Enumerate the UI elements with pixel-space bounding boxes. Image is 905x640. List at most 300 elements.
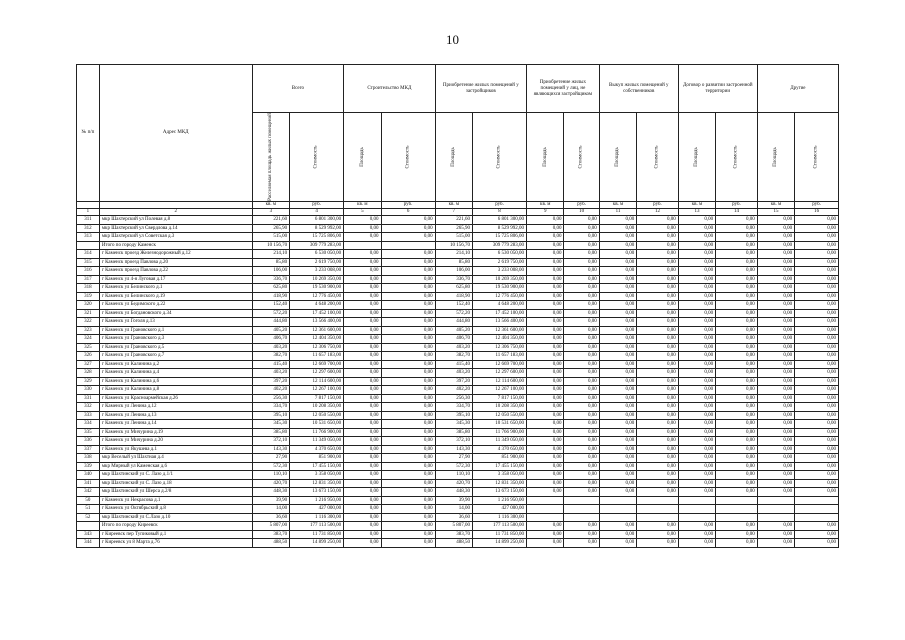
row-value: 36,60 [252, 513, 289, 522]
row-value: 0,00 [344, 454, 381, 463]
row-value: 11 657 183,00 [473, 352, 527, 361]
row-value: 0,00 [716, 284, 758, 293]
row-value [795, 505, 839, 514]
row-value: 0,00 [757, 454, 794, 463]
row-value: 0,00 [678, 224, 715, 233]
row-value: 0,00 [527, 479, 564, 488]
row-value: 0,00 [527, 301, 564, 310]
row-address: г Каменск ул Бедимского д.22 [99, 301, 252, 310]
row-number: 325 [77, 343, 100, 352]
row-value: 0,00 [716, 445, 758, 454]
row-value: 0,00 [344, 403, 381, 412]
row-number: 326 [77, 352, 100, 361]
row-value: 0,00 [637, 403, 679, 412]
row-address: г Каменск проезд Павлова д.22 [99, 267, 252, 276]
row-value: 143,30 [252, 445, 289, 454]
row-value: 0,00 [527, 352, 564, 361]
row-value: 448,30 [252, 488, 289, 497]
row-value: 851 900,00 [290, 454, 344, 463]
row-value: 0,00 [381, 267, 435, 276]
row-value: 0,00 [716, 530, 758, 539]
row-number: 323 [77, 326, 100, 335]
row-value: 0,00 [637, 454, 679, 463]
table-total-row [77, 522, 839, 531]
row-number: 341 [77, 479, 100, 488]
subheader-cost: Стоимость [716, 113, 758, 202]
row-value: 0,00 [599, 522, 636, 531]
table-row [77, 462, 839, 471]
row-value: 152,40 [252, 301, 289, 310]
row-value: 0,00 [716, 309, 758, 318]
row-value: 0,00 [344, 377, 381, 386]
row-value: 0,00 [757, 539, 794, 548]
row-value: 0,00 [527, 326, 564, 335]
row-value: 0,00 [381, 369, 435, 378]
row-value: 0,00 [344, 513, 381, 522]
row-number: 50 [77, 496, 100, 505]
row-value: 383,70 [435, 530, 472, 539]
subheader-area: Площадь [678, 113, 715, 202]
row-value: 403,20 [435, 369, 472, 378]
row-value: 1 216 950,00 [473, 496, 527, 505]
row-value: 0,00 [564, 301, 599, 310]
row-value: 13 673 150,00 [290, 488, 344, 497]
row-value: 0,00 [527, 445, 564, 454]
row-value: 0,00 [564, 267, 599, 276]
row-value: 106,00 [252, 267, 289, 276]
row-value: 12 404 350,00 [473, 335, 527, 344]
row-value: 0,00 [637, 471, 679, 480]
row-value: 0,00 [795, 479, 839, 488]
row-value: 0,00 [716, 326, 758, 335]
row-value: 0,00 [678, 479, 715, 488]
row-value: 11 349 050,00 [473, 437, 527, 446]
row-address: мкр Шахтинский ул Шерса д.2/8 [99, 488, 252, 497]
row-value: 177 113 500,00 [290, 522, 344, 531]
row-value: 15 725 806,00 [290, 233, 344, 242]
row-value: 0,00 [716, 301, 758, 310]
row-value: 10 208 350,00 [473, 403, 527, 412]
row-value: 0,00 [381, 403, 435, 412]
row-value: 372,10 [252, 437, 289, 446]
row-value: 0,00 [344, 292, 381, 301]
row-value: 0,00 [757, 241, 794, 250]
row-value: 0,00 [757, 309, 794, 318]
row-value: 0,00 [795, 530, 839, 539]
row-value: 0,00 [795, 488, 839, 497]
row-value: 0,00 [757, 233, 794, 242]
row-value: 0,00 [678, 309, 715, 318]
row-number: 318 [77, 284, 100, 293]
row-value: 0,00 [381, 496, 435, 505]
row-value: 0,00 [564, 437, 599, 446]
row-value: 0,00 [527, 369, 564, 378]
row-address: г Каменск ул Грановского д.5 [99, 343, 252, 352]
row-value: 0,00 [599, 445, 636, 454]
row-value: 0,00 [716, 394, 758, 403]
units-cell: руб. [381, 202, 435, 209]
row-value: 143,30 [435, 445, 472, 454]
row-value: 0,00 [757, 386, 794, 395]
row-value: 10 531 650,00 [473, 420, 527, 429]
row-value: 0,00 [564, 386, 599, 395]
row-value: 0,00 [716, 437, 758, 446]
row-value: 0,00 [637, 318, 679, 327]
table-row [77, 445, 839, 454]
row-value: 0,00 [564, 420, 599, 429]
subheader-area: Площадь [435, 113, 472, 202]
row-number: 315 [77, 258, 100, 267]
row-value: 0,00 [795, 267, 839, 276]
subheader-cost: Стоимость [381, 113, 435, 202]
row-value: 110,10 [435, 471, 472, 480]
row-value: 0,00 [795, 369, 839, 378]
row-address: г Каменск ул Ленина д.14 [99, 420, 252, 429]
table-row [77, 488, 839, 497]
row-number: 316 [77, 267, 100, 276]
table-row [77, 309, 839, 318]
row-value: 0,00 [795, 326, 839, 335]
row-value: 0,00 [527, 462, 564, 471]
header-no: № п/п [77, 65, 100, 202]
row-value: 0,00 [599, 267, 636, 276]
row-value: 0,00 [795, 318, 839, 327]
column-number: 13 [678, 209, 715, 216]
row-value: 0,00 [678, 369, 715, 378]
row-value: 0,00 [381, 258, 435, 267]
row-value [599, 496, 636, 505]
row-value: 0,00 [678, 250, 715, 259]
row-value: 0,00 [637, 488, 679, 497]
row-value: 0,00 [637, 292, 679, 301]
row-value: 0,00 [381, 275, 435, 284]
row-value: 0,00 [381, 471, 435, 480]
row-value: 0,00 [599, 250, 636, 259]
row-value: 27,90 [435, 454, 472, 463]
row-number: 314 [77, 250, 100, 259]
row-value: 0,00 [716, 267, 758, 276]
row-value: 0,00 [716, 318, 758, 327]
row-value: 3 233 008,00 [290, 267, 344, 276]
row-value: 0,00 [381, 420, 435, 429]
row-value: 0,00 [564, 471, 599, 480]
row-value: 0,00 [757, 479, 794, 488]
row-value: 0,00 [716, 360, 758, 369]
row-value: 0,00 [527, 292, 564, 301]
row-value: 0,00 [795, 420, 839, 429]
row-value: 0,00 [564, 335, 599, 344]
row-value: 0,00 [381, 488, 435, 497]
subheader-cost: Стоимость [290, 113, 344, 202]
row-address: г Каменск ул Белинского д.19 [99, 292, 252, 301]
row-value: 0,00 [678, 428, 715, 437]
row-number: 332 [77, 403, 100, 412]
row-value: 448,30 [435, 488, 472, 497]
row-value: 36,60 [435, 513, 472, 522]
row-value: 0,00 [599, 428, 636, 437]
row-value: 309 779 283,00 [290, 241, 344, 250]
row-value: 0,00 [678, 343, 715, 352]
row-number: 321 [77, 309, 100, 318]
page-number: 10 [446, 32, 459, 47]
row-value: 625,80 [252, 284, 289, 293]
row-value [599, 505, 636, 514]
row-value [637, 496, 679, 505]
units-cell: руб. [564, 202, 599, 209]
row-value: 0,00 [344, 420, 381, 429]
row-value: 0,00 [381, 301, 435, 310]
row-value: 0,00 [678, 386, 715, 395]
row-value: 572,30 [435, 462, 472, 471]
column-number: 2 [99, 209, 252, 216]
row-value: 0,00 [599, 216, 636, 225]
row-value: 0,00 [757, 292, 794, 301]
row-value: 0,00 [344, 275, 381, 284]
row-value [599, 513, 636, 522]
row-value: 0,00 [564, 403, 599, 412]
row-value: 0,00 [381, 318, 435, 327]
row-value [527, 505, 564, 514]
row-value: 0,00 [564, 352, 599, 361]
row-value: 0,00 [678, 326, 715, 335]
row-value: 0,00 [795, 224, 839, 233]
row-address: мкр Шахтерский ул Свердлова д.14 [99, 224, 252, 233]
row-address: г Каменск ул Некрасова д.1 [99, 496, 252, 505]
column-number: 10 [564, 209, 599, 216]
row-value: 0,00 [344, 250, 381, 259]
row-number: 328 [77, 369, 100, 378]
row-value: 572,20 [252, 309, 289, 318]
row-address: мкр Шахтинский ул С.Лазо д.10 [99, 513, 252, 522]
row-value: 0,00 [599, 360, 636, 369]
row-value: 0,00 [527, 216, 564, 225]
row-value: 0,00 [637, 437, 679, 446]
row-value: 1 216 950,00 [290, 496, 344, 505]
table-row [77, 301, 839, 310]
row-number: 51 [77, 505, 100, 514]
row-value: 11 766 900,00 [290, 428, 344, 437]
row-value [795, 513, 839, 522]
row-value: 0,00 [795, 343, 839, 352]
row-value [637, 505, 679, 514]
row-value: 0,00 [637, 216, 679, 225]
row-value: 4 370 650,00 [290, 445, 344, 454]
row-number: 320 [77, 301, 100, 310]
units-cell [99, 202, 252, 209]
row-value: 14 899 250,00 [473, 539, 527, 548]
row-value: 0,00 [344, 309, 381, 318]
row-value: 12 831 350,00 [473, 479, 527, 488]
row-value: 0,00 [381, 360, 435, 369]
row-address: г Каменск ул Мичурина д.20 [99, 437, 252, 446]
column-number: 16 [795, 209, 839, 216]
row-value: 0,00 [599, 488, 636, 497]
row-value: 0,00 [344, 539, 381, 548]
row-value: 0,00 [527, 539, 564, 548]
row-value: 0,00 [564, 411, 599, 420]
row-value: 403,20 [252, 343, 289, 352]
table-row [77, 479, 839, 488]
row-value: 0,00 [344, 267, 381, 276]
table-row [77, 258, 839, 267]
row-value: 12 267 100,00 [290, 386, 344, 395]
row-value: 0,00 [599, 224, 636, 233]
row-value: 6 530 050,00 [290, 250, 344, 259]
row-value: 418,90 [252, 292, 289, 301]
row-value: 0,00 [527, 318, 564, 327]
row-value: 0,00 [564, 275, 599, 284]
row-value: 0,00 [637, 241, 679, 250]
row-address: г Каменск ул Красноармейская д.26 [99, 394, 252, 403]
row-value: 11 766 900,00 [473, 428, 527, 437]
row-value: 8 529 992,00 [290, 224, 344, 233]
row-address: г Каменск ул Богдановского д.34 [99, 309, 252, 318]
row-value: 0,00 [564, 454, 599, 463]
row-value: 0,00 [678, 258, 715, 267]
row-value: 402,20 [435, 386, 472, 395]
row-value: 0,00 [599, 335, 636, 344]
row-value: 0,00 [637, 386, 679, 395]
table-row [77, 267, 839, 276]
units-cell: кв. м [527, 202, 564, 209]
row-value: 0,00 [599, 530, 636, 539]
row-value: 0,00 [757, 411, 794, 420]
row-value: 0,00 [527, 394, 564, 403]
table-row [77, 224, 839, 233]
row-value: 0,00 [678, 445, 715, 454]
row-address: г Каменск ул Калинина д.8 [99, 386, 252, 395]
row-value: 0,00 [637, 267, 679, 276]
row-value: 405,20 [252, 326, 289, 335]
row-value: 10 269 350,00 [290, 275, 344, 284]
row-value: 0,00 [527, 335, 564, 344]
row-value: 177 113 500,00 [473, 522, 527, 531]
row-value: 0,00 [344, 530, 381, 539]
row-value: 0,00 [678, 488, 715, 497]
table-row [77, 326, 839, 335]
row-value [757, 513, 794, 522]
subheader-total-area: Расселяемая площадь жилых помещений [252, 113, 289, 202]
units-cell: руб. [716, 202, 758, 209]
row-value: 427 000,00 [473, 505, 527, 514]
row-value: 12 306 750,00 [290, 343, 344, 352]
row-value: 12 297 600,00 [473, 369, 527, 378]
row-value: 0,00 [757, 250, 794, 259]
row-value: 11 731 850,00 [473, 530, 527, 539]
table-row [77, 496, 839, 505]
column-number: 15 [757, 209, 794, 216]
row-address: г Киреевск пер Тупиковый д.1 [99, 530, 252, 539]
row-value: 0,00 [564, 326, 599, 335]
row-value: 0,00 [716, 462, 758, 471]
row-value: 17 452 100,00 [473, 309, 527, 318]
row-value: 0,00 [599, 233, 636, 242]
row-value [795, 496, 839, 505]
row-value: 403,20 [435, 343, 472, 352]
row-value: 0,00 [527, 309, 564, 318]
row-value: 12 114 600,00 [290, 377, 344, 386]
subheader-cost: Стоимость [795, 113, 839, 202]
column-number: 14 [716, 209, 758, 216]
column-number: 6 [381, 209, 435, 216]
column-number: 3 [252, 209, 289, 216]
row-number: 327 [77, 360, 100, 369]
row-value: 0,00 [381, 343, 435, 352]
row-address: Итого по городу Каменск [99, 241, 252, 250]
row-value: 0,00 [344, 343, 381, 352]
row-value: 0,00 [599, 352, 636, 361]
row-value: 0,00 [381, 216, 435, 225]
row-value: 12 831 350,00 [290, 479, 344, 488]
row-value: 0,00 [564, 445, 599, 454]
row-number: 331 [77, 394, 100, 403]
row-value: 0,00 [757, 403, 794, 412]
row-value: 0,00 [564, 369, 599, 378]
row-value: 27,90 [252, 454, 289, 463]
row-address: г Каменск ул Якушева д.1 [99, 445, 252, 454]
row-value: 0,00 [678, 377, 715, 386]
row-value: 0,00 [637, 369, 679, 378]
row-value: 0,00 [344, 352, 381, 361]
row-value: 0,00 [344, 394, 381, 403]
units-cell: кв. м [678, 202, 715, 209]
housing-resettlement-table [76, 64, 839, 548]
row-value: 406,70 [435, 335, 472, 344]
row-value: 85,80 [435, 258, 472, 267]
row-value: 0,00 [795, 301, 839, 310]
row-value [564, 513, 599, 522]
row-address: Итого по городу Киреевск [99, 522, 252, 531]
row-address: г Каменск ул Октябрьский д.8 [99, 505, 252, 514]
row-number: 52 [77, 513, 100, 522]
row-value: 427 000,00 [290, 505, 344, 514]
row-value: 515,00 [252, 233, 289, 242]
row-value: 0,00 [637, 275, 679, 284]
row-value: 0,00 [795, 216, 839, 225]
row-value: 7 817 150,00 [290, 394, 344, 403]
row-value: 12 361 600,00 [290, 326, 344, 335]
column-number: 7 [435, 209, 472, 216]
row-value: 0,00 [678, 394, 715, 403]
row-value: 0,00 [344, 216, 381, 225]
header-address: Адрес МКД [99, 65, 252, 202]
row-value: 372,10 [435, 437, 472, 446]
row-value: 0,00 [637, 360, 679, 369]
row-value: 0,00 [527, 411, 564, 420]
row-value: 0,00 [527, 420, 564, 429]
row-value: 13 566 400,00 [473, 318, 527, 327]
row-value: 4 648 200,00 [290, 301, 344, 310]
column-number: 12 [637, 209, 679, 216]
row-value: 0,00 [795, 445, 839, 454]
row-value: 0,00 [527, 343, 564, 352]
row-value: 0,00 [795, 233, 839, 242]
row-value: 0,00 [757, 352, 794, 361]
row-value: 0,00 [564, 284, 599, 293]
row-value: 0,00 [527, 454, 564, 463]
row-number: 324 [77, 335, 100, 344]
row-value: 0,00 [678, 462, 715, 471]
row-value: 0,00 [344, 488, 381, 497]
row-value: 336,70 [435, 275, 472, 284]
row-value: 0,00 [757, 437, 794, 446]
row-number: 333 [77, 411, 100, 420]
row-value: 0,00 [599, 479, 636, 488]
row-value: 0,00 [716, 224, 758, 233]
row-value: 106,00 [435, 267, 472, 276]
row-value: 0,00 [678, 437, 715, 446]
row-value: 3 358 050,00 [290, 471, 344, 480]
